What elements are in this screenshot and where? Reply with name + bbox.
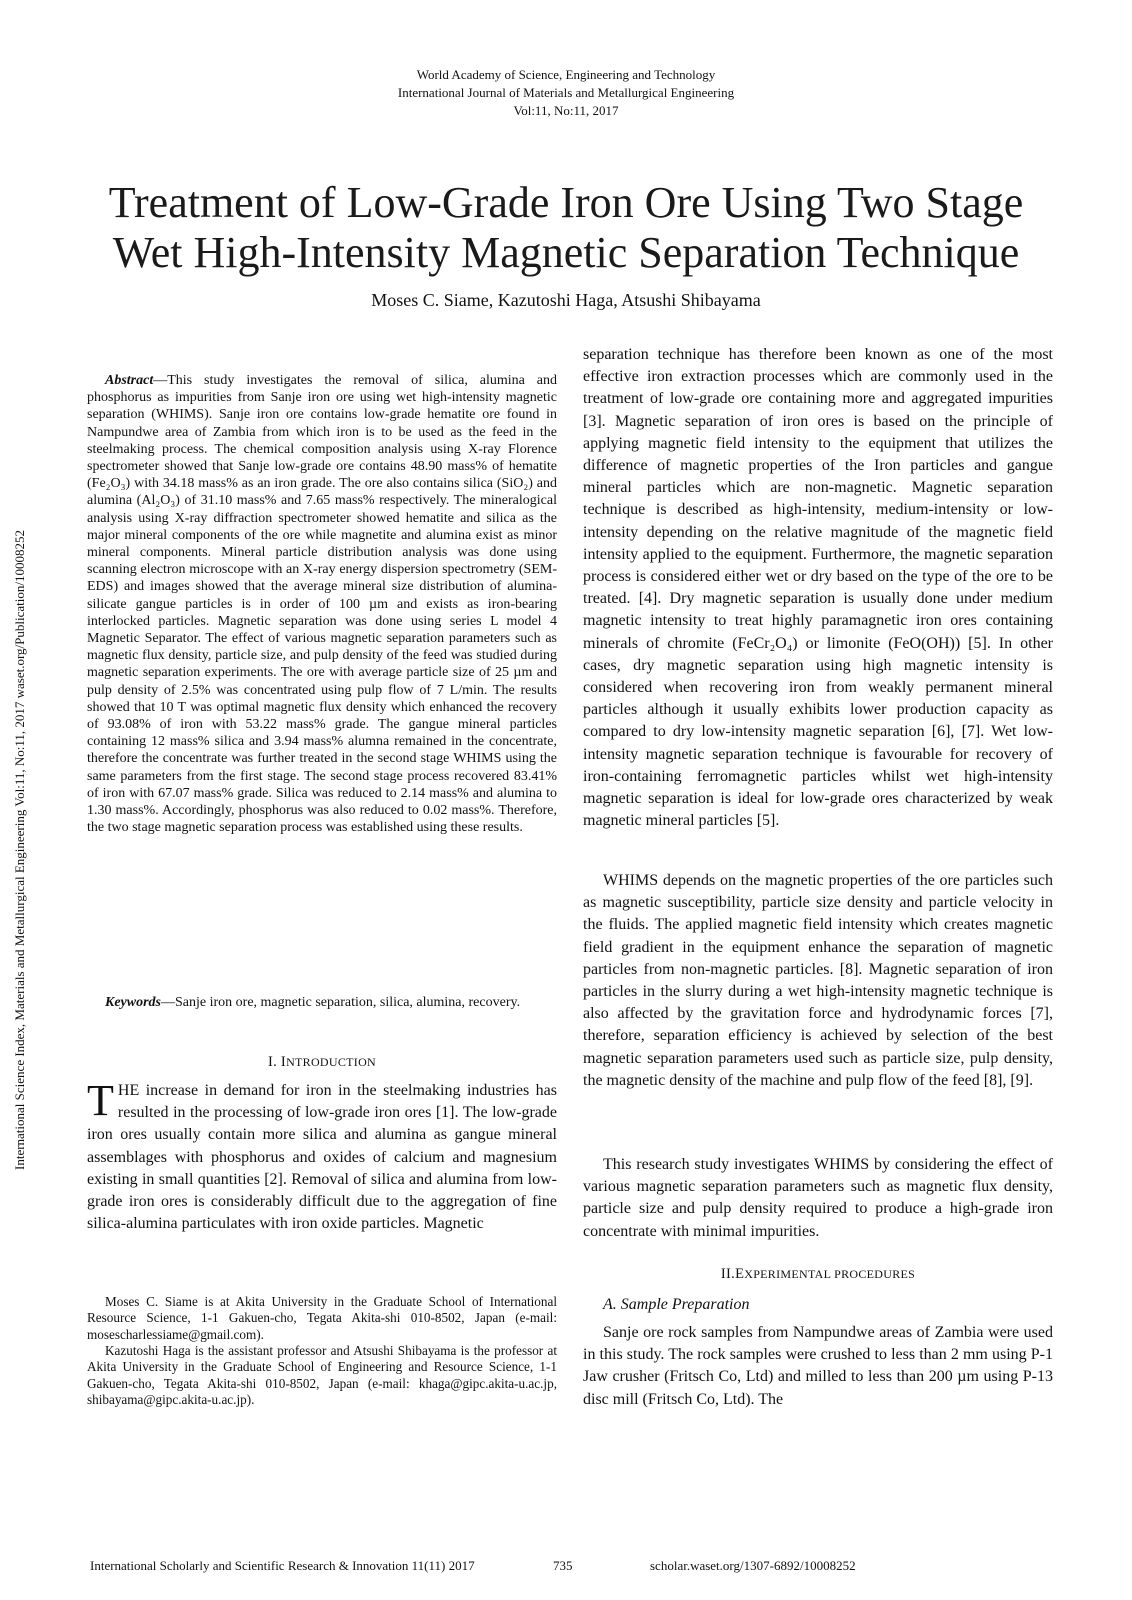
footer-left: International Scholarly and Scientific Research & Innovation 11(11) 2017 — [90, 1558, 475, 1573]
keywords-text: Sanje iron ore, magnetic separation, silica, alumina, recovery. — [175, 995, 521, 1010]
footer-right: scholar.waset.org/1307-6892/10008252 — [650, 1558, 856, 1573]
paper-title — [0, 178, 1132, 278]
sec2-first: E — [735, 1266, 745, 1282]
keywords-dash: — — [161, 995, 175, 1010]
journal-header-line1: World Academy of Science, Engineering and Technology — [416, 67, 716, 82]
introduction-paragraph — [87, 1076, 557, 1235]
footnote-1-text: Moses C. Siame is at Akita University in the Graduate School of International Resource Science, 1-1 Gakuen-cho, Tegata Akita-shi 010-8502, Japan (e-mail: mosescharlessiame@gmail.com). — [87, 1294, 557, 1342]
abstract-text: This study investigates the removal of silica, alumina and phosphorus as impurities from Sanje iron ore using wet high-intensity magnetic separation (WHIMS). Sanje iron ore contains low-grade hematite ore found in Nampundwe area of Zambia from which iron is to be used as the feed in the steelmaking process. The chemical composition analysis using X-ray Florence spectrometer showed that Sanje low-grade ore contains 48.90 mass% of hematite (Fe₂O₃) with 34.18 mass% as an iron grade. The ore also contains silica (SiO₂) and alumina (Al₂O₃) of 31.10 mass% and 7.65 mass% respectively. The mineralogical analysis using X-ray diffraction spectrometer showed hematite and silica as the major mineral components of the ore while magnetite and alumina exist as minor mineral components. Mineral particle distribution analysis was done using scanning electron microscope with an X-ray energy dispersion spectrometry (SEM-EDS) and images showed that the average mineral size distribution of alumina-silicate gangue particles is in order of 100 µm and exists as iron-bearing interlocked particles. Magnetic separation was done using series L model 4 Magnetic Separator. The effect of various magnetic separation parameters such as magnetic flux density, particle size, and pulp density of the feed was studied during magnetic separation experiments. The ore with average particle size of 25 µm and pulp density of 2.5% was concentrated using pulp flow of 7 L/min. The results showed that 10 T was optimal magnetic flux density which enhanced the recovery of 93.08% of iron with 53.22 mass% grade. The gangue mineral particles containing 12 mass% silica and 3.94 mass% alumna remained in the concentrate, therefore the concentrate was further treated in the second stage WHIMS using the same parameters from the first stage. The second stage process recovered 83.41% of iron with 67.07 mass% grade. Silica was reduced to 2.14 mass% and alumina to 1.30 mass%. Accordingly, phosphorus was also reduced to 0.02 mass%. Therefore, the two stage magnetic separation process was established using these results. — [87, 373, 557, 836]
footnote-1 — [87, 1294, 557, 1343]
footnote-2-text: Kazutoshi Haga is the assistant professor and Atsushi Shibayama is the professor at Akita University in the Graduate School of Engineering and Resource Science, 1-1 Gakuen-cho, Tegata Akita-shi 010-8502, Japan (e-mail: khaga@gipc.akita-u.ac.jp, shibayama@gipc.akita-u.ac.jp). — [87, 1343, 557, 1408]
keywords-label: Keywords — [105, 995, 161, 1010]
keywords — [87, 994, 557, 1011]
right-paragraph-3: This research study investigates WHIMS by considering the effect of various magnetic separation parameters such as magnetic flux density, particle size and pulp density required to produce a high-grade iron concentrate with minimal impurities. — [583, 1156, 1053, 1240]
section-heading-experimental — [583, 1266, 1053, 1283]
abstract-label: Abstract — [105, 373, 154, 388]
intro-heading-rest: NTRODUCTION — [286, 1055, 377, 1069]
paper-title-line1: Treatment of Low-Grade Iron Ore Using Two Stage — [108, 178, 1024, 227]
section-heading-introduction — [87, 1054, 557, 1071]
journal-header-line3: Vol:11, No:11, 2017 — [513, 103, 619, 118]
sec2-num: II. — [720, 1266, 736, 1282]
subsection-heading-sample-preparation: A. Sample Preparation — [603, 1296, 750, 1313]
abstract — [87, 372, 557, 836]
footnote-2 — [87, 1343, 557, 1409]
intro-text: HE increase in demand for iron in the steelmaking industries has resulted in the processing of low-grade iron ores [1]. The low-grade iron ores usually contain more silica and alumina as gangue mineral assemblages with phosphorus and oxides of calcium and magnesium existing in small quantities [2]. Removal of silica and alumina from low-grade iron ores is considerably difficult due to the aggregation of fine silica-alumina particulates with iron oxide particles. Magnetic — [87, 1082, 557, 1233]
right-paragraph-4: Sanje ore rock samples from Nampundwe areas of Zambia were used in this study. The rock samples were crushed to less than 2 mm using P-1 Jaw crusher (Fritsch Co, Ltd) and milled to less than 200 µm using P-13 disc mill (Fritsch Co, Ltd). The — [583, 1324, 1053, 1408]
journal-header-line2: International Journal of Materials and Metallurgical Engineering — [397, 85, 735, 100]
intro-heading-num: I. I — [267, 1054, 287, 1070]
drop-cap: T — [87, 1076, 114, 1125]
paper-title-line2: Wet High-Intensity Magnetic Separation Technique — [112, 228, 1020, 277]
abstract-dash: — — [153, 373, 168, 388]
page-number: 735 — [553, 1558, 573, 1573]
author-list: Moses C. Siame, Kazutoshi Haga, Atsushi Shibayama — [371, 290, 761, 310]
right-paragraph-1: separation technique has therefore been known as one of the most effective iron extraction processes which are commonly used in the treatment of low-grade ore containing more and aggregated impurities [3]. Magnetic separation of iron ores is based on the principle of applying magnetic field intensity to the equipment that utilizes the difference of magnetic properties of the Iron particles and gangue mineral particles which are non-magnetic. Magnetic separation technique is described as high-intensity, medium-intensity or low-intensity depending on the relative magnitude of the magnetic field intensity applied to the equipment. Furthermore, the magnetic separation process is considered either wet or dry based on the type of the ore to be treated. [4]. Dry magnetic separation is usually done under medium magnetic intensity to treat highly paramagnetic iron ores containing minerals of chromite (FeCr₂O₄) or limonite (FeO(OH)) [5]. In other cases, dry magnetic separation using high magnetic intensity is considered when recovering iron from weakly permanent mineral particles although it usually exhibits lower production capacity as compared to dry low-intensity magnetic separation [6], [7]. Wet low-intensity magnetic separation technique is favourable for recovery of iron-containing ferromagnetic particles whilst wet high-intensity magnetic separation is ideal for low-grade ores characterized by weak magnetic mineral particles [5]. — [583, 346, 1053, 830]
sidebar-citation: International Science Index, Materials and Metallurgical Engineering Vol:11, No:11, 2017 waset.org/Publication/10008252 — [12, 530, 27, 1170]
right-paragraph-2: WHIMS depends on the magnetic properties of the ore particles such as magnetic susceptibility, particle size density and particle velocity in the fluids. The applied magnetic field intensity which creates magnetic field gradient in the equipment enhance the separation of magnetic particles from non-magnetic particles. [8]. Magnetic separation of iron particles in the slurry during a wet high-intensity magnetic technique is also affected by the gravitation force and hydrodynamic forces [7], therefore, separation efficiency is achieved by selection of the best magnetic separation parameters used such as particle size, pulp density, the magnetic density of the machine and pulp flow of the feed [8], [9]. — [583, 872, 1053, 1089]
sec2-rest: XPERIMENTAL PROCEDURES — [744, 1267, 916, 1281]
